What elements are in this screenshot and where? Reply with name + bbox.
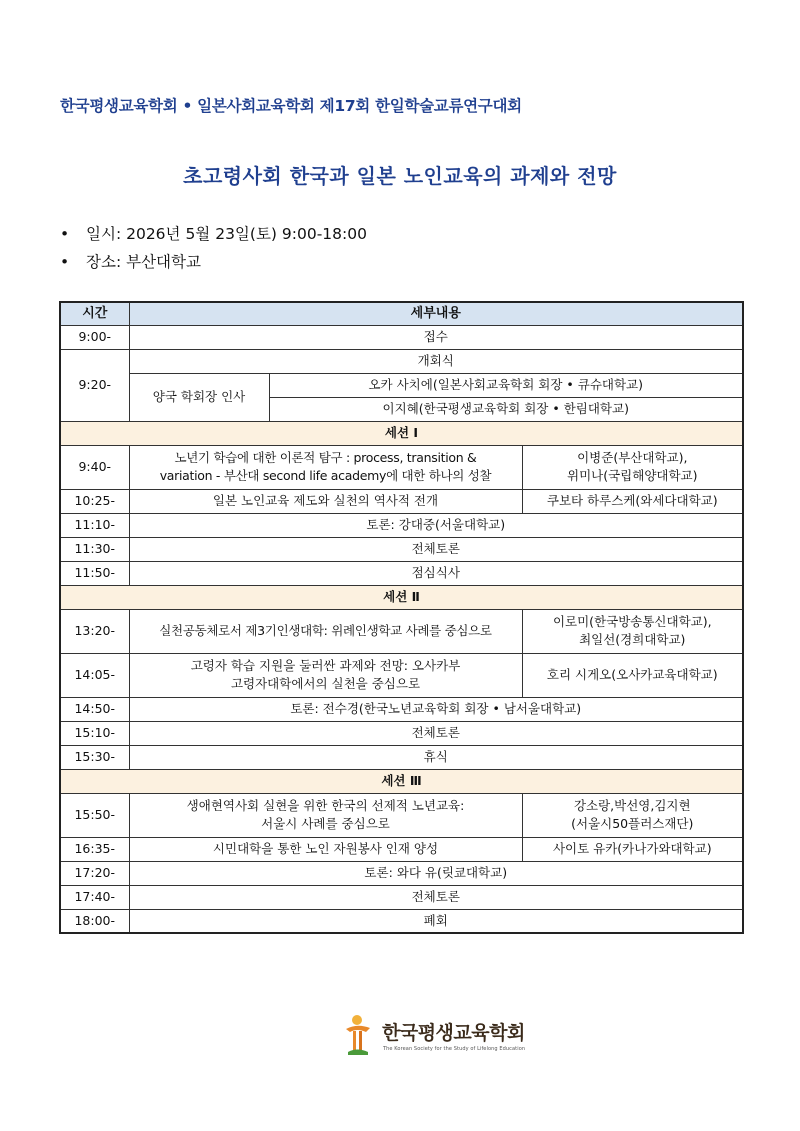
presenter-cell: [522, 609, 743, 653]
table-row: [60, 373, 743, 397]
society-logo: [342, 1014, 532, 1058]
break-cell: 점심식사: [129, 561, 743, 585]
col-header-time: 시간: [60, 302, 129, 325]
table-row: [60, 561, 743, 585]
discussion-cell: 토론: 전수경(한국노년교육학회 회장 • 남서울대학교): [129, 697, 743, 721]
time-cell: 14:50-: [60, 697, 129, 721]
closing-cell: 폐회: [129, 909, 743, 933]
conference-header: 한국평생교육학회 • 일본사회교육학회 제17회 한일학술교류연구대회: [60, 97, 522, 115]
time-cell: 14:05-: [60, 653, 129, 697]
presenter-cell: [522, 445, 743, 489]
table-row: [60, 721, 743, 745]
session-header-row: [60, 769, 743, 793]
logo-subtitle: The Korean Society for the Study of Lifelong Education: [383, 1046, 526, 1052]
society-emblem-icon: [342, 1014, 382, 1058]
talk-title-line: 생애현역사회 실현을 위한 한국의 선제적 노년교육:: [186, 798, 465, 813]
talk-title-line: 고령자 학습 지원을 둘러싼 과제와 전망: 오사카부: [190, 658, 461, 673]
presenter-line: (서울시50플러스재단): [571, 816, 694, 831]
date-text: 일시: 2026년 5월 23일(토) 9:00-18:00: [86, 225, 367, 243]
schedule-table: [59, 301, 744, 934]
info-date: [60, 222, 367, 244]
table-row: [60, 861, 743, 885]
time-cell: 15:30-: [60, 745, 129, 769]
discussion-cell: 토론: 강대중(서울대학교): [129, 513, 743, 537]
break-cell: 휴식: [129, 745, 743, 769]
time-cell: 11:10-: [60, 513, 129, 537]
time-cell: 17:40-: [60, 885, 129, 909]
time-cell: 11:30-: [60, 537, 129, 561]
table-row: [60, 885, 743, 909]
greeting-cell: 양국 학회장 인사: [129, 373, 269, 421]
presenter-cell: 호리 시게오(오사카교육대학교): [522, 653, 743, 697]
presenter-line: 위미나(국립해양대학교): [567, 468, 698, 483]
time-cell: 15:50-: [60, 793, 129, 837]
general-discussion-cell: 전체토론: [129, 885, 743, 909]
talk-title-line: 노년기 학습에 대한 이론적 탐구 : process, transition &: [174, 450, 477, 465]
table-row: [60, 325, 743, 349]
talk-title-cell: 시민대학을 통한 노인 자원봉사 인재 양성: [129, 837, 522, 861]
place-text: 장소: 부산대학교: [86, 253, 201, 271]
table-row: [60, 745, 743, 769]
table-row: [60, 609, 743, 653]
bullet-icon: •: [60, 225, 70, 243]
speaker-cell: 오카 사치에(일본사회교육학회 회장 • 큐슈대학교): [269, 373, 743, 397]
session-title: 세션 Ⅰ: [60, 421, 743, 445]
document-title: 초고령사회 한국과 일본 노인교육의 과제와 전망: [183, 164, 617, 188]
info-place: [60, 250, 201, 272]
session-header-row: [60, 421, 743, 445]
time-cell: 13:20-: [60, 609, 129, 653]
time-cell: 17:20-: [60, 861, 129, 885]
presenter-line: 이로미(한국방송통신대학교),: [552, 614, 712, 629]
opening-cell: 개회식: [129, 349, 743, 373]
table-header-row: [60, 302, 743, 325]
time-cell: 10:25-: [60, 489, 129, 513]
presenter-line: 최일선(경희대학교): [579, 632, 686, 647]
talk-title-cell: 실천공동체로서 제3기인생대학: 위례인생학교 사례를 중심으로: [129, 609, 522, 653]
table-row: [60, 697, 743, 721]
reception-cell: 접수: [129, 325, 743, 349]
table-row: [60, 537, 743, 561]
talk-title-cell: [129, 445, 522, 489]
table-row: [60, 445, 743, 489]
general-discussion-cell: 전체토론: [129, 537, 743, 561]
time-cell: 11:50-: [60, 561, 129, 585]
table-row: [60, 653, 743, 697]
presenter-cell: 사이토 유카(카나가와대학교): [522, 837, 743, 861]
logo-name: 한국평생교육학회: [382, 1022, 525, 1044]
talk-title-cell: [129, 793, 522, 837]
col-header-detail: 세부내용: [129, 302, 743, 325]
talk-title-line: 고령자대학에서의 실천을 중심으로: [230, 676, 421, 691]
table-row: [60, 909, 743, 933]
presenter-line: 이병준(부산대학교),: [577, 450, 688, 465]
time-cell: 9:00-: [60, 325, 129, 349]
talk-title-cell: 일본 노인교육 제도와 실천의 역사적 전개: [129, 489, 522, 513]
table-row: [60, 489, 743, 513]
speaker-cell: 이지혜(한국평생교육학회 회장 • 한림대학교): [269, 397, 743, 421]
table-row: [60, 513, 743, 537]
table-row: [60, 837, 743, 861]
session-header-row: [60, 585, 743, 609]
presenter-cell: [522, 793, 743, 837]
session-title: 세션 Ⅲ: [60, 769, 743, 793]
bullet-icon: •: [60, 253, 70, 271]
time-cell: 16:35-: [60, 837, 129, 861]
talk-title-line: variation - 부산대 second life academy에 대한 하나의 성찰: [159, 468, 492, 483]
time-cell: 15:10-: [60, 721, 129, 745]
talk-title-cell: [129, 653, 522, 697]
presenter-cell: 쿠보타 하루스케(와세다대학교): [522, 489, 743, 513]
general-discussion-cell: 전체토론: [129, 721, 743, 745]
talk-title-line: 서울시 사례를 중심으로: [261, 816, 390, 831]
session-title: 세션 Ⅱ: [60, 585, 743, 609]
time-cell: 9:20-: [60, 349, 129, 421]
time-cell: 18:00-: [60, 909, 129, 933]
presenter-line: 강소랑,박선영,김지현: [573, 798, 691, 813]
discussion-cell: 토론: 와다 유(릿쿄대학교): [129, 861, 743, 885]
time-cell: 9:40-: [60, 445, 129, 489]
table-row: [60, 793, 743, 837]
table-row: [60, 349, 743, 373]
